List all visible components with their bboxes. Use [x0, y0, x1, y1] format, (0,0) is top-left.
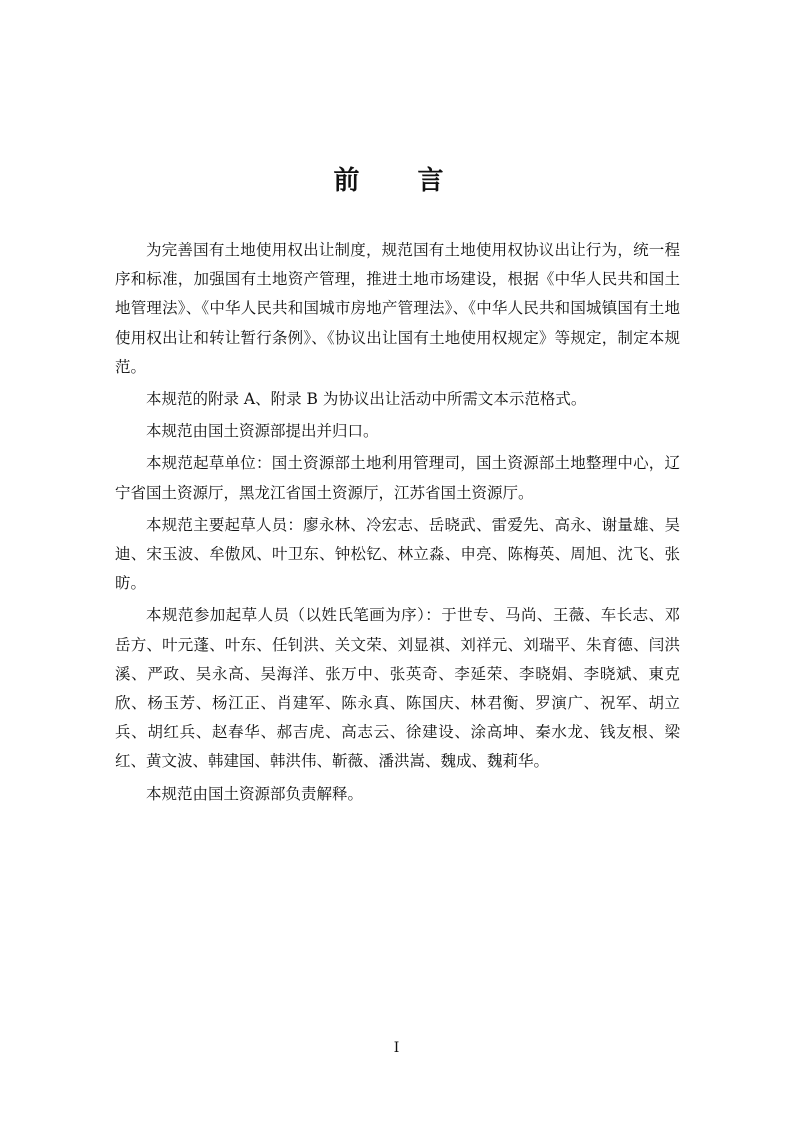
paragraph-drafting-units: 本规范起草单位：国土资源部土地利用管理司，国土资源部土地整理中心，辽宁省国土资源厅，黑龙江省国土资源厅，江苏省国土资源厅。	[115, 454, 680, 502]
page-number: I	[393, 1040, 400, 1056]
paragraph-appendix: 本规范的附录 A、附录 B 为协议出让活动中所需文本示范格式。	[146, 390, 587, 409]
paragraph-interpretation: 本规范由国土资源部负责解释。	[146, 784, 364, 803]
paragraph-proposer: 本规范由国土资源部提出并归口。	[146, 422, 379, 441]
paragraph-main-drafters: 本规范主要起草人员：廖永林、冷宏志、岳晓武、雷爱先、高永、谢量雄、吴迪、宋玉波、牟傲风、叶卫东、钟松钇、林立淼、申亮、陈梅英、周旭、沈飞、张昉。	[115, 515, 680, 593]
page-title: 前 言	[333, 166, 460, 196]
foreword-body	[115, 236, 680, 812]
paragraph-participating-drafters: 本规范参加起草人员（以姓氏笔画为序）：于世专、马尚、王薇、车长志、邓岳方、叶元蓬、叶东、任钊洪、关文荣、刘显祺、刘祥元、刘瑞平、朱育德、闫洪溪、严政、吴永高、吴海洋、张万中、张英奇、李延荣、李晓娟、李晓斌、東克欣、杨玉芳、杨江正、肖建军、陈永真、陈国庆、林君衡、罗演广、祝军、胡立兵、胡红兵、赵春华、郝吉虎、高志云、徐建设、涂高坤、秦水龙、钱友根、梁红、黄文波、韩建国、韩洪伟、靳薇、潘洪嵩、魏成、魏莉华。	[115, 606, 680, 771]
paragraph-purpose: 为完善国有土地使用权出让制度，规范国有土地使用权协议出让行为，统一程序和标准，加强国有土地资产管理，推进土地市场建设，根据《中华人民共和国土地管理法》、《中华人民共和国城市房地产管理法》、《中华人民共和国城镇国有土地使用权出让和转让暂行条例》、《协议出让国有土地使用权规定》等规定，制定本规范。	[115, 241, 680, 376]
